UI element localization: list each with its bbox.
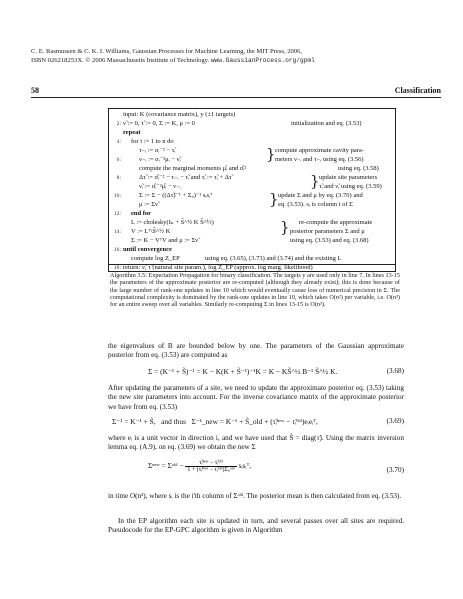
- algo-code: ν̃ := 0, τ̃ := 0, Σ := K, μ := 0: [123, 120, 195, 127]
- line-number: 18:: [113, 265, 121, 271]
- algo-line-12: [109, 210, 397, 218]
- algo-comment: re-compute the approximate: [299, 219, 373, 226]
- algo-code: V := Lᵀ\S̃^½ K: [131, 228, 171, 235]
- algo-code: for i := 1 to n do: [131, 138, 174, 145]
- equation-3-69: [112, 417, 318, 426]
- algo-comment: τ̃ᵢ and ν̃ᵢ using eq. (3.59): [319, 183, 382, 190]
- equation-3-70: [148, 460, 251, 473]
- algo-code: Σ := Σ − ((Δτ̃)⁻¹ + Σᵢᵢ)⁻¹ sᵢsᵢᵀ: [139, 192, 213, 199]
- paragraph-1: the eigenvalues of B are bounded below by one. The parameters of the Gaussian approximate posterior from eq. (3.53) are computed as: [108, 342, 404, 360]
- equation-part: Σ⁻¹ = K⁻¹ + S̃,: [112, 417, 156, 426]
- line-number: 12:: [113, 211, 121, 217]
- algo-line-7: [109, 165, 397, 173]
- algo-comment: update Σ and μ by eq. (3.70) and: [278, 192, 363, 199]
- line-number: 4:: [116, 139, 121, 145]
- algo-comment: eq. (3.53). sᵢ is column i of Σ: [278, 201, 353, 208]
- algo-code: ν₋ᵢ := σᵢ⁻²μᵢ − ν̃ᵢ: [139, 156, 181, 163]
- algo-line-18: [109, 264, 397, 272]
- equation-rhs: sᵢsᵢᵀ,: [238, 461, 252, 471]
- brace-3: }: [269, 190, 279, 208]
- equation-number: (3.70): [386, 466, 404, 474]
- copyright-header: [31, 47, 441, 65]
- fraction-numerator: τ̃ᵢⁿᵉʷ − τ̃ᵢᵒˡᵈ: [185, 460, 236, 467]
- algo-line-8: [109, 174, 397, 182]
- algo-code: end for: [131, 210, 152, 217]
- brace-2: }: [310, 172, 320, 190]
- algo-comment: update site parameters: [319, 174, 378, 181]
- equation-number: (3.69): [386, 417, 404, 425]
- algo-line-13: [109, 219, 397, 227]
- line-number: 14:: [113, 229, 121, 235]
- algo-comment: initialization and eq. (3.53): [291, 120, 362, 127]
- algo-comment: using eq. (3.65), (3.73) and (3.74) and the existing L: [205, 255, 342, 262]
- algo-line-10: [109, 192, 397, 200]
- brace-4: }: [280, 218, 290, 236]
- algo-line-14: [109, 228, 397, 236]
- algo-code: until convergence: [123, 246, 172, 253]
- algorithm-caption: Algorithm 3.5: Expectation Propagation for binary classification. The targets y are used only in line 7. In lines 13-15 the parameters of the approximate posterior are re-computed (although they already exist); this is done because of the large number of rank-one updates in line 10 which would eventually cause loss of numerical precision in Σ. The computational complexity is dominated by the rank-one updates in line 10, which takes O(n²) per variable, i.e. O(n³) for an entire sweep over all variables. Similarly re-computing Σ in lines 13-15 is O(n³).: [110, 272, 400, 309]
- algo-code: Δτ̃ := σ̂ᵢ⁻² − τ₋ᵢ − τ̃ᵢ and τ̃ᵢ := τ̃ᵢ + Δτ̃: [139, 174, 232, 181]
- algo-code: input: K (covariance matrix), y (±1 targets): [123, 111, 236, 118]
- algo-line-6: [109, 156, 397, 164]
- brace-1: }: [266, 145, 276, 163]
- algo-code: repeat: [123, 129, 141, 136]
- paragraph-5: In the EP algorithm each site is updated in turn, and several passes over all sites are required. Pseudocode for the EP-GPC algorithm is given in Algorithm: [108, 517, 404, 535]
- copyright-isbn: ISBN 026218253X. © 2006 Massachusetts Institute of Technology.: [31, 57, 210, 64]
- algo-line-16: [109, 246, 397, 254]
- copyright-line-2: [31, 56, 441, 65]
- copyright-line-1: C. E. Rasmussen & C. K. I. Williams, Gaussian Processes for Machine Learning, the MIT Press, 2006,: [31, 48, 303, 55]
- algo-code: ν̃ᵢ := σ̂ᵢ⁻²μ̂ᵢ − ν₋ᵢ: [139, 183, 181, 190]
- algo-line-3: [109, 129, 397, 137]
- line-number: 10:: [113, 193, 121, 199]
- fraction-denominator: 1 + (τ̃ᵢⁿᵉʷ − τ̃ᵢᵒˡᵈ)Σᵢᵢᵒˡᵈ: [187, 467, 235, 473]
- algo-comment: compute approximate cavity para-: [275, 147, 364, 154]
- algo-code: Σ := K − VᵀV and μ := Σν̃: [131, 237, 199, 244]
- line-number: 2:: [116, 121, 121, 127]
- algo-line-2: [109, 120, 397, 128]
- algo-line-4: [109, 138, 397, 146]
- equation-number: (3.68): [386, 367, 404, 375]
- algo-line-5: [109, 147, 397, 155]
- algo-line-9: [109, 183, 397, 191]
- line-number: 6:: [116, 157, 121, 163]
- algo-code: compute the marginal moments μ̂ᵢ and σ̂ᵢ²: [139, 165, 247, 172]
- chapter-title: Classification: [394, 86, 441, 95]
- algorithm-box: [108, 108, 396, 272]
- line-number: 8:: [116, 175, 121, 181]
- equation-connector: and thus: [161, 417, 186, 426]
- paragraph-3: where eᵢ is a unit vector in direction i, and we have used that S̃ = diag(τ̃). Using the matrix inversion lemma eq. (A.9), on eq. (3.69) we obtain the new Σ: [108, 434, 404, 452]
- equation-part: Σ⁻¹_new = K⁻¹ + S̃_old + (τ̃ᵢⁿᵉʷ − τ̃ᵢᵒˡᵈ)eᵢeᵢᵀ,: [191, 417, 318, 426]
- header-rule: [31, 97, 441, 98]
- page-number: 58: [31, 86, 39, 95]
- algo-comment: posterior parameters Σ and μ: [290, 228, 365, 235]
- copyright-url[interactable]: www.GaussianProcess.org/gpml: [210, 57, 315, 64]
- algo-comment: using eq. (3.53) and eq. (3.68): [290, 237, 369, 244]
- equation-fraction: [185, 460, 236, 473]
- algo-code: μ := Σν̃: [139, 201, 158, 208]
- algo-code: compute log Z_EP: [131, 255, 180, 262]
- algo-line-17: [109, 255, 397, 263]
- algo-comment: meters ν₋ᵢ and τ₋ᵢ using eq. (3.56): [275, 156, 364, 163]
- algo-line-11: [109, 201, 397, 209]
- algo-line-15: [109, 237, 397, 245]
- line-number: 16:: [113, 247, 121, 253]
- equation-lhs: Σⁿᵉʷ = Σᵒˡᵈ −: [148, 461, 184, 471]
- algo-line-1: [109, 111, 397, 119]
- paragraph-4: in time O(n²), where sᵢ is the i'th column of Σᵒˡᵈ. The posterior mean is then calculated from eq. (3.53).: [108, 492, 402, 500]
- algo-comment: using eq. (3.58): [338, 165, 379, 172]
- algo-code: return: ν̃, τ̃ (natural site param.), log Z_EP (approx. log marg. likelihood): [123, 264, 313, 271]
- equation-3-68: Σ = (K⁻¹ + S̃)⁻¹ = K − K(K + S̃⁻¹)⁻¹K = K − KS̃^½ B⁻¹ S̃^½ K.: [148, 367, 338, 376]
- algo-code: L := cholesky(Iₙ + S̃^½ K S̃^½): [131, 219, 214, 226]
- algo-code: τ₋ᵢ := σᵢ⁻² − τ̃ᵢ: [139, 147, 176, 154]
- paragraph-2: After updating the parameters of a site, we need to update the approximate posterior eq. (3.53) taking the new site parameters into account. For the inverse covariance matrix of the approximate posterior we have from eq. (3.53): [108, 384, 404, 411]
